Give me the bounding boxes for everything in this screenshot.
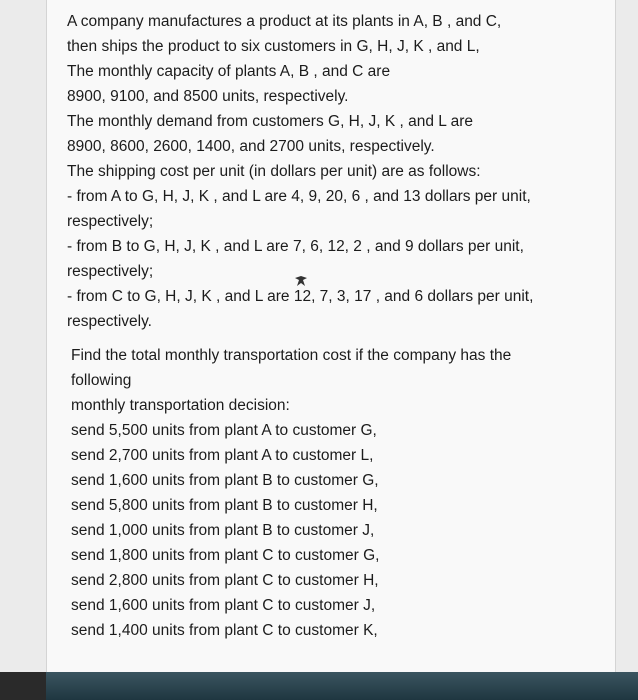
text-line: A company manufactures a product at its plants in A, B , and C, [67, 13, 502, 30]
mouse-cursor-icon [294, 275, 308, 287]
text-line: monthly transportation decision: [71, 397, 290, 414]
text-line: send 1,400 units from plant C to customer K, [71, 622, 378, 639]
document-page [46, 0, 616, 672]
text-line: The shipping cost per unit (in dollars per unit) are as follows: [67, 163, 481, 180]
text-line: following [71, 372, 132, 389]
text-line: 8900, 9100, and 8500 units, respectively. [67, 88, 349, 105]
text-line: send 5,800 units from plant B to customer H, [71, 497, 378, 514]
bottom-bar [0, 672, 638, 700]
text-line: 8900, 8600, 2600, 1400, and 2700 units, respectively. [67, 138, 435, 155]
text-line: send 1,000 units from plant B to customer J, [71, 522, 375, 539]
text-line: send 2,700 units from plant A to customer L, [71, 447, 374, 464]
text-line: - from C to G, H, J, K , and L are 12, 7, 3, 17 , and 6 dollars per unit, [67, 288, 534, 305]
text-line: then ships the product to six customers in G, H, J, K , and L, [67, 38, 480, 55]
text-line: send 1,600 units from plant C to customer J, [71, 597, 376, 614]
text-line: - from B to G, H, J, K , and L are 7, 6, 12, 2 , and 9 dollars per unit, [67, 238, 524, 255]
text-line: The monthly demand from customers G, H, J, K , and L are [67, 113, 474, 130]
text-line: send 1,800 units from plant C to customer G, [71, 547, 380, 564]
text-line: - from A to G, H, J, K , and L are 4, 9, 20, 6 , and 13 dollars per unit, [67, 188, 531, 205]
text-line: respectively; [67, 263, 154, 280]
text-line: send 1,600 units from plant B to customer G, [71, 472, 379, 489]
problem-statement [67, 9, 607, 334]
text-line: send 5,500 units from plant A to customer G, [71, 422, 377, 439]
text-line: The monthly capacity of plants A, B , and C are [67, 63, 391, 80]
text-line: respectively; [67, 213, 154, 230]
text-line: send 2,800 units from plant C to customer H, [71, 572, 379, 589]
bottom-bar-corner [0, 672, 46, 700]
text-line: respectively. [67, 313, 152, 330]
question-statement [71, 343, 611, 643]
text-line: Find the total monthly transportation cost if the company has the [71, 347, 512, 364]
